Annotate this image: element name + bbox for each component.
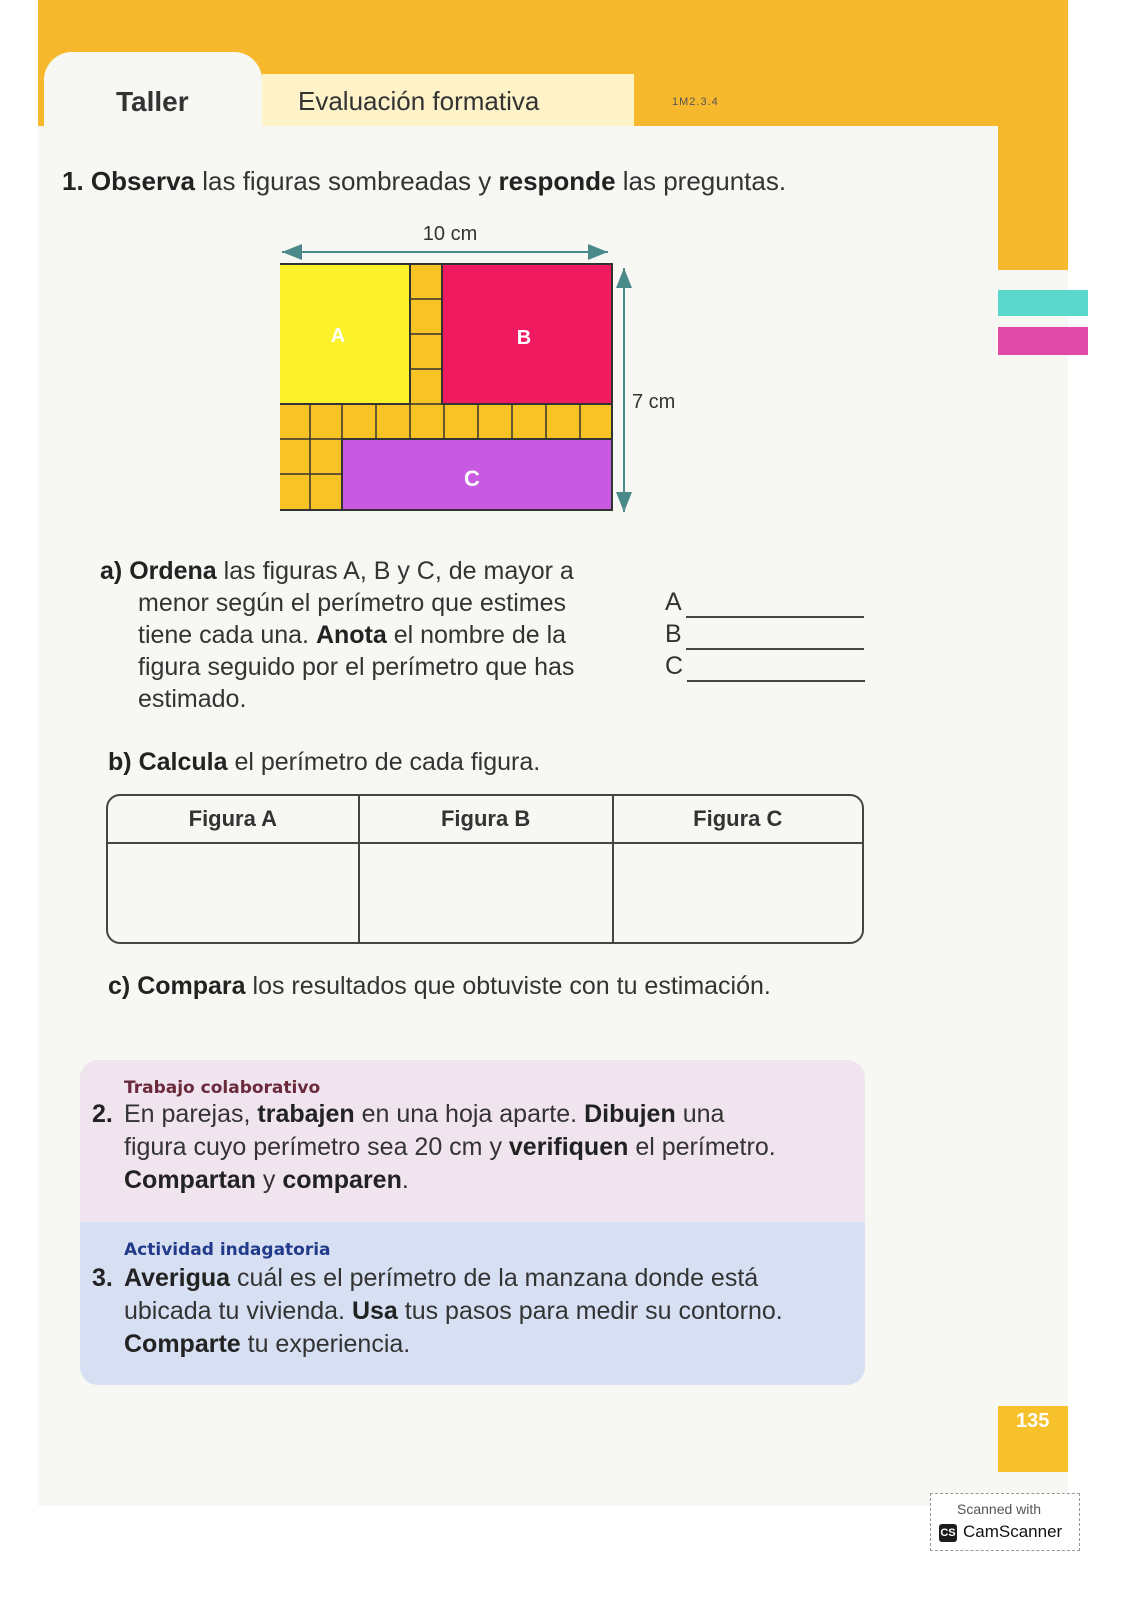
- curriculum-code: 1M2.3.4: [672, 96, 719, 108]
- tab-taller-label: Taller: [116, 86, 189, 117]
- page-number-tab: [998, 1406, 1068, 1472]
- inquiry-label: Actividad indagatoria: [124, 1240, 331, 1260]
- shaded-figures-diagram: [280, 224, 710, 524]
- camscanner-logo-icon: CS: [939, 1524, 957, 1542]
- camscanner-watermark: [930, 1493, 1080, 1551]
- width-label: 10 cm: [422, 224, 478, 245]
- page-number: 135: [1016, 1410, 1050, 1432]
- answer-line-c[interactable]: C: [665, 650, 865, 682]
- header-figura-c: Figura C: [614, 796, 862, 844]
- watermark-line1: Scanned with: [957, 1501, 1042, 1517]
- question-3: 3. Averigua cuál es el perímetro de la manzana donde está ubicada tu vivienda. Usa tus pasos para medir su contorno. Comparte tu experiencia.: [92, 1264, 783, 1358]
- question-2: 2. En parejas, trabajen en una hoja aparte. Dibujen una figura cuyo perímetro sea 20 cm y verifiquen el perímetro. Compartan y comparen.: [92, 1100, 776, 1194]
- watermark-line2: CamScanner: [963, 1522, 1063, 1541]
- collaborative-label: Trabajo colaborativo: [124, 1078, 321, 1098]
- figure-a-label: A: [330, 325, 346, 347]
- teal-stripe: [998, 290, 1088, 316]
- part-b-instructions: b) Calcula el perímetro de cada figura.: [108, 748, 541, 776]
- figure-b-label: B: [516, 327, 532, 349]
- header-figura-b: Figura B: [360, 796, 614, 844]
- header-figura-a: Figura A: [108, 796, 360, 844]
- answer-cell-a[interactable]: [108, 844, 360, 942]
- answer-line-b[interactable]: B: [665, 618, 865, 650]
- part-c-instructions: c) Compara los resultados que obtuviste con tu estimación.: [108, 972, 771, 1000]
- figure-c-label: C: [464, 466, 480, 491]
- question-1: 1. Observa las figuras sombreadas y responde las preguntas.: [62, 166, 787, 196]
- part-a-instructions: a) Ordena las figuras A, B y C, de mayor a menor según el perímetro que estimes tiene cada una. Anota el nombre de la figura seguido por el perímetro que has estimado.: [100, 557, 575, 713]
- height-label: 7 cm: [632, 391, 676, 413]
- answer-line-a[interactable]: A: [665, 586, 865, 618]
- tab-evaluacion: [262, 74, 634, 126]
- answer-cell-b[interactable]: [360, 844, 614, 942]
- answer-cell-c[interactable]: [614, 844, 862, 942]
- tab-evaluacion-label: Evaluación formativa: [298, 86, 540, 116]
- perimeter-table: [106, 794, 864, 944]
- tab-taller: [44, 52, 262, 142]
- part-a-answer-lines: [665, 586, 865, 682]
- pink-stripe: [998, 327, 1088, 355]
